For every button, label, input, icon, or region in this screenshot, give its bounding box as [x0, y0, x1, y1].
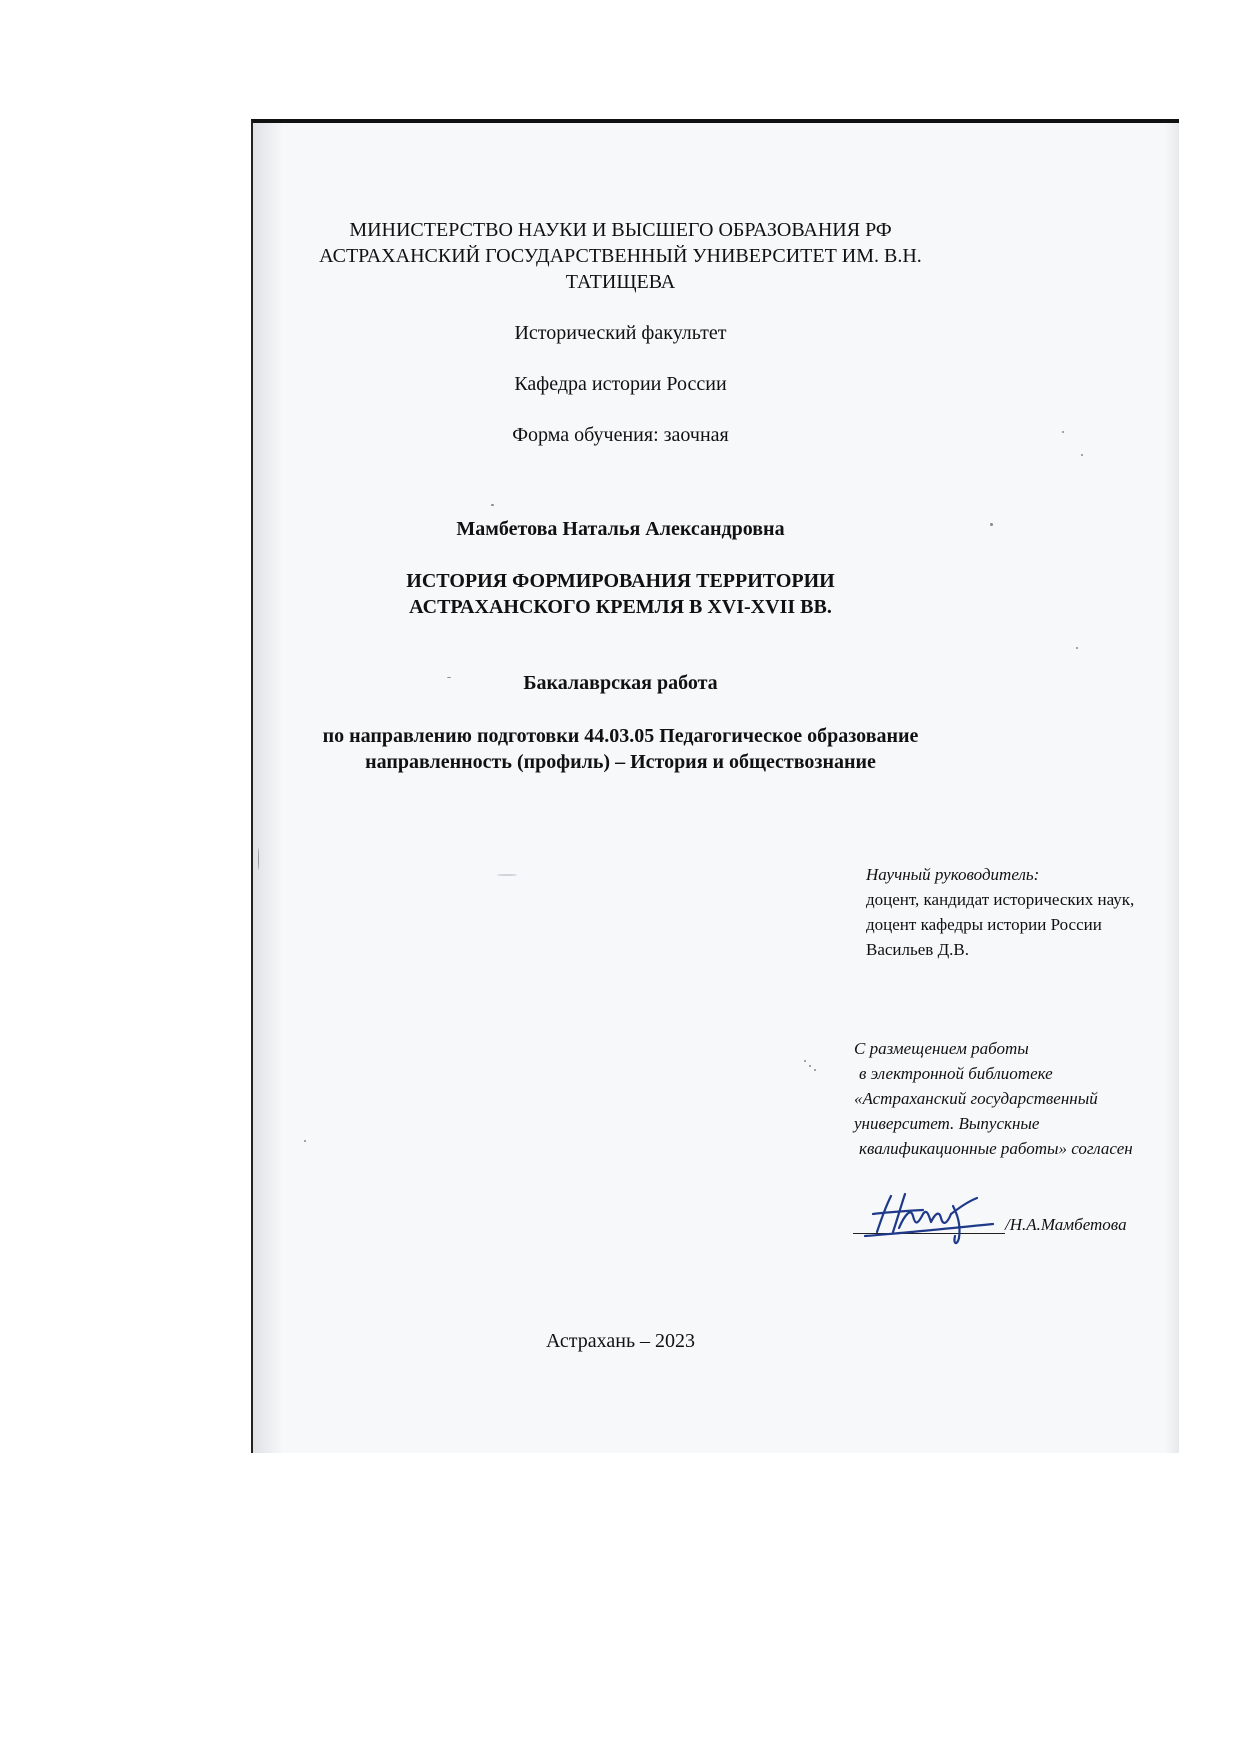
supervisor-position: доцент кафедры истории России: [866, 915, 1102, 934]
supervisor-degree: доцент, кандидат исторических наук,: [866, 890, 1135, 909]
scan-speck: [1081, 454, 1083, 456]
scan-speck: [491, 504, 494, 506]
thesis-title-line2: АСТРАХАНСКОГО КРЕМЛЯ В XVI-XVII ВВ.: [409, 596, 832, 618]
author-name: Мамбетова Наталья Александровна: [456, 518, 785, 540]
handwritten-signature: [853, 1184, 1003, 1254]
scan-speck: [258, 848, 259, 870]
scan-speck: [804, 1060, 806, 1062]
scan-speck: [814, 1069, 816, 1071]
signature-name: /Н.А.Мамбетова: [1005, 1215, 1127, 1234]
direction-line2: направленность (профиль) – История и обществознание: [365, 751, 876, 773]
faculty-name: Исторический факультет: [514, 322, 727, 344]
consent-line5: квалификационные работы» согласен: [859, 1139, 1133, 1158]
scan-speck: [497, 874, 517, 876]
direction-line1: по направлению подготовки 44.03.05 Педагогическое образование: [322, 725, 919, 747]
work-type: Бакалаврская работа: [523, 672, 718, 694]
study-form: Форма обучения: заочная: [512, 424, 729, 446]
supervisor-heading: Научный руководитель:: [866, 865, 1040, 884]
consent-line3: «Астраханский государственный: [854, 1089, 1098, 1108]
city-year: Астрахань – 2023: [545, 1330, 696, 1352]
supervisor-name: Васильев Д.В.: [866, 940, 970, 959]
university-name-line2: ТАТИЩЕВА: [565, 271, 676, 293]
department-name: Кафедра истории России: [514, 373, 727, 395]
scan-speck: [809, 1065, 811, 1067]
scan-speck: [1076, 647, 1078, 649]
consent-line2: в электронной библиотеке: [859, 1064, 1053, 1083]
ministry-name: МИНИСТЕРСТВО НАУКИ И ВЫСШЕГО ОБРАЗОВАНИЯ РФ: [349, 219, 892, 241]
thesis-title-line1: ИСТОРИЯ ФОРМИРОВАНИЯ ТЕРРИТОРИИ: [406, 570, 835, 592]
consent-line1: С размещением работы: [854, 1039, 1029, 1058]
consent-line4: университет. Выпускные: [854, 1114, 1040, 1133]
scan-speck: [304, 1140, 306, 1142]
university-name-line1: АСТРАХАНСКИЙ ГОСУДАРСТВЕННЫЙ УНИВЕРСИТЕТ ИМ. В.Н.: [319, 245, 922, 267]
